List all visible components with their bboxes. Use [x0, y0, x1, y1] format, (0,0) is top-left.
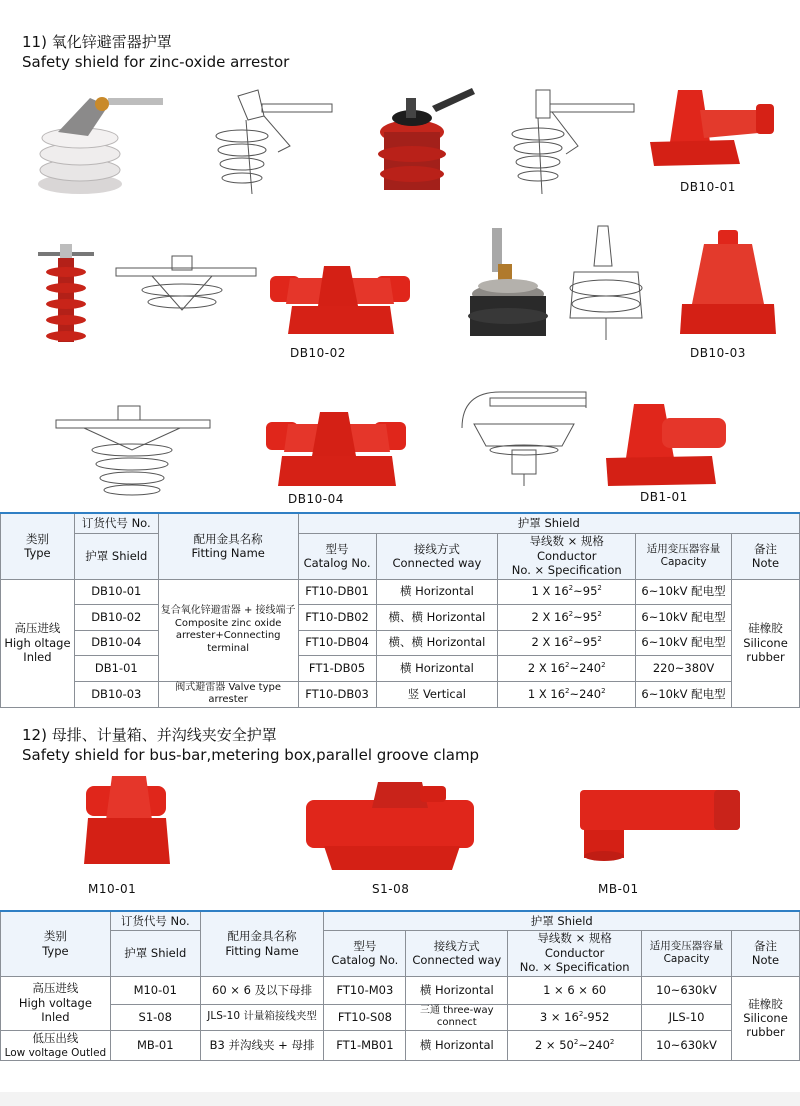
note-cell: 硅橡胶 Silicone rubber	[732, 976, 800, 1061]
fitting-cell: 阀式避雷器 Valve type arrester	[158, 681, 298, 707]
specification: 2 X $16^2\sim 95^2$	[498, 630, 636, 655]
header-catalog-no: 型号 Catalog No.	[298, 533, 376, 579]
shield-db1-01-image	[602, 400, 734, 488]
shield-code: S1-08	[110, 1004, 200, 1030]
connected-way: 竖 Vertical	[376, 681, 498, 707]
header-type: 类别 Type	[1, 911, 111, 976]
arrester-drawing-4	[562, 222, 654, 342]
capacity: 10~630kV	[642, 1030, 732, 1061]
catalog-no: FT1-DB05	[298, 655, 376, 681]
arrester-photo-1	[28, 88, 168, 196]
catalog-no: FT10-DB01	[298, 579, 376, 604]
shield-db10-02-image	[266, 262, 414, 342]
connected-way: 横 Horizontal	[376, 579, 498, 604]
header-capacity: 适用变压器容量 Capacity	[642, 930, 732, 976]
header-shield-group: 护罩 Shield	[324, 911, 800, 930]
connected-way: 横 Horizontal	[406, 1030, 508, 1061]
capacity: JLS-10	[642, 1004, 732, 1030]
caption-db10-03: DB10-03	[690, 346, 746, 360]
table-row	[1, 1030, 800, 1061]
catalog-no: FT10-M03	[324, 976, 406, 1004]
header-type: 类别 Type	[1, 513, 75, 579]
arrester-drawing-5	[54, 400, 214, 500]
connected-way: 横、横 Horizontal	[376, 630, 498, 655]
caption-db10-04: DB10-04	[288, 492, 344, 506]
table-row	[1, 976, 800, 1004]
caption-mb-01: MB-01	[598, 882, 639, 896]
connected-way: 横 Horizontal	[376, 655, 498, 681]
shield-code: DB10-02	[74, 604, 158, 630]
header-fitting-name: 配用金具名称 Fitting Name	[158, 513, 298, 579]
section-11-title: 11) 氧化锌避雷器护罩	[22, 33, 172, 51]
catalog-no: FT1-MB01	[324, 1030, 406, 1061]
note-cell: 硅橡胶 Silicone rubber	[732, 579, 800, 707]
spec-table-12	[0, 910, 800, 1061]
header-shield: 护罩 Shield	[110, 930, 200, 976]
shield-code: DB10-03	[74, 681, 158, 707]
page-footer-band	[0, 1092, 800, 1106]
shield-m10-01-image	[72, 772, 180, 872]
arrester-drawing-3	[112, 250, 260, 320]
header-catalog-no: 型号 Catalog No.	[324, 930, 406, 976]
catalog-no: FT10-S08	[324, 1004, 406, 1030]
caption-db1-01: DB1-01	[640, 490, 688, 504]
table-row	[1, 604, 800, 630]
header-order-no: 订货代号 No.	[74, 513, 158, 533]
connected-way: 横 Horizontal	[406, 976, 508, 1004]
table-row	[1, 1004, 800, 1030]
specification: 1 X $16^2\sim 95^2$	[498, 579, 636, 604]
header-specification: 导线数 × 规格 Conductor No. × Specification	[508, 930, 642, 976]
shield-code: DB1-01	[74, 655, 158, 681]
shield-db10-03-image	[676, 226, 780, 342]
shield-s1-08-image	[302, 778, 478, 874]
fitting-cell: 复合氧化锌避雷器 + 接线端子 Composite zinc oxide arrester+Connecting terminal	[158, 579, 298, 681]
capacity: 6~10kV 配电型	[636, 681, 732, 707]
specification: 2 X $16^2\sim 95^2$	[498, 604, 636, 630]
header-connected-way: 接线方式 Connected way	[376, 533, 498, 579]
specification: $3 \times 16^2-952$	[508, 1004, 642, 1030]
table-row	[1, 630, 800, 655]
type-cell: 高压进线 High oltage Inled	[1, 579, 75, 707]
header-order-no: 订货代号 No.	[110, 911, 200, 930]
capacity: 6~10kV 配电型	[636, 604, 732, 630]
connected-way: 横、横 Horizontal	[376, 604, 498, 630]
section-12-title: 12) 母排、计量箱、并沟线夹安全护罩	[22, 726, 277, 744]
shield-mb-01-image	[576, 782, 744, 864]
header-fitting-name: 配用金具名称 Fitting Name	[200, 911, 324, 976]
caption-m10-01: M10-01	[88, 882, 137, 896]
shield-code: M10-01	[110, 976, 200, 1004]
capacity: 220~380V	[636, 655, 732, 681]
header-note: 备注 Note	[732, 533, 800, 579]
capacity: 6~10kV 配电型	[636, 630, 732, 655]
shield-code: MB-01	[110, 1030, 200, 1061]
caption-db10-01: DB10-01	[680, 180, 736, 194]
fitting-cell: JLS-10 计量箱接线夹型	[200, 1004, 324, 1030]
arrester-photo-2	[372, 84, 484, 194]
arrester-drawing-1	[208, 86, 336, 198]
type-cell-low-voltage: 低压出线 Low voltage Outled	[1, 1030, 111, 1061]
arrester-photo-3	[36, 238, 96, 346]
section-11-subtitle: Safety shield for zinc-oxide arrestor	[22, 53, 290, 71]
specification: 1 × 6 × 60	[508, 976, 642, 1004]
shield-db10-01-image	[644, 82, 792, 174]
capacity: 6~10kV 配电型	[636, 579, 732, 604]
header-shield: 护罩 Shield	[74, 533, 158, 579]
header-capacity: 适用变压器容量 Capacity	[636, 533, 732, 579]
header-note: 备注 Note	[732, 930, 800, 976]
catalog-no: FT10-DB03	[298, 681, 376, 707]
shield-code: DB10-04	[74, 630, 158, 655]
shield-code: DB10-01	[74, 579, 158, 604]
type-cell-high-voltage: 高压进线 High voltage Inled	[1, 976, 111, 1030]
table-row	[1, 655, 800, 681]
catalog-no: FT10-DB04	[298, 630, 376, 655]
connected-way: 三通 three-way connect	[406, 1004, 508, 1030]
catalog-no: FT10-DB02	[298, 604, 376, 630]
fitting-cell: 60 × 6 及以下母排	[200, 976, 324, 1004]
header-shield-group: 护罩 Shield	[298, 513, 799, 533]
table-row	[1, 579, 800, 604]
caption-db10-02: DB10-02	[290, 346, 346, 360]
caption-s1-08: S1-08	[372, 882, 410, 896]
arrester-photo-4	[466, 224, 562, 340]
arrester-drawing-6	[454, 388, 594, 488]
section-12-subtitle: Safety shield for bus-bar,metering box,parallel groove clamp	[22, 746, 480, 764]
specification: $2 \times 50^2\sim 240^2$	[508, 1030, 642, 1061]
specification: 2 X $16^2\sim 240^2$	[498, 655, 636, 681]
fitting-cell: B3 并沟线夹 + 母排	[200, 1030, 324, 1061]
header-specification: 导线数 × 规格 Conductor No. × Specification	[498, 533, 636, 579]
spec-table-11	[0, 512, 800, 708]
arrester-drawing-2	[508, 86, 640, 198]
specification: 1 X $16^2\sim 240^2$	[498, 681, 636, 707]
table-row	[1, 681, 800, 707]
capacity: 10~630kV	[642, 976, 732, 1004]
shield-db10-04-image	[262, 408, 410, 490]
header-connected-way: 接线方式 Connected way	[406, 930, 508, 976]
